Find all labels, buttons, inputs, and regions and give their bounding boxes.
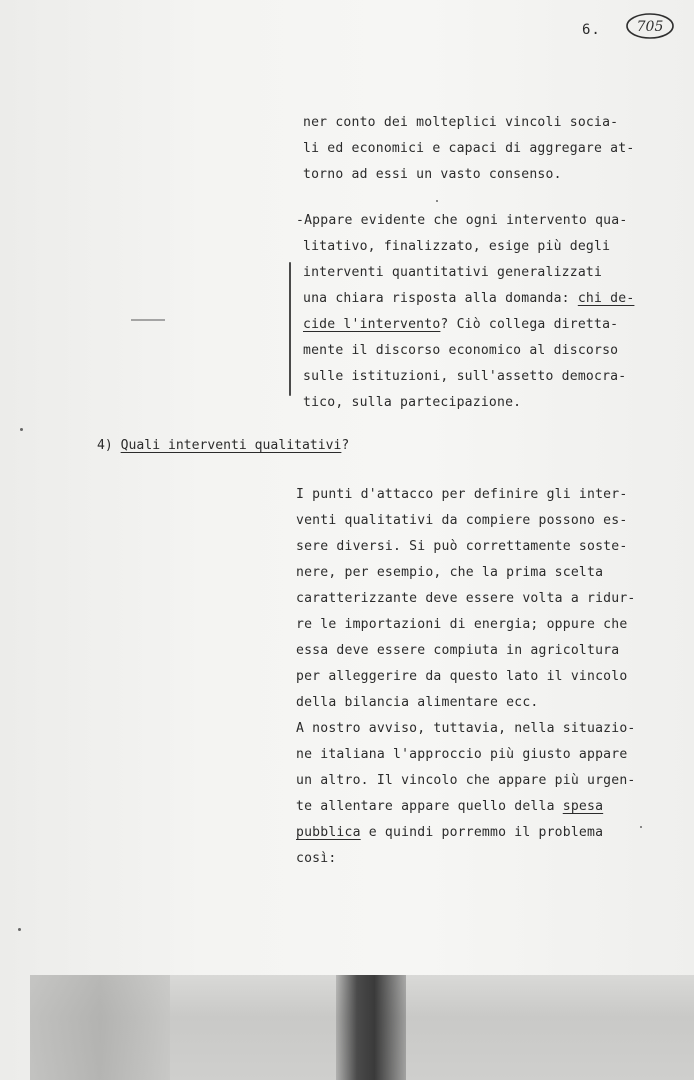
section-title: Quali interventi qualitativi: [120, 438, 342, 453]
paragraph2-line: -Appare evidente che ogni intervento qua-: [296, 213, 628, 228]
section-mark: ?: [341, 438, 350, 453]
paragraph2-line: sulle istituzioni, sull'assetto democra-: [303, 369, 627, 384]
paragraph3-line: della bilancia alimentare ecc.: [296, 695, 539, 710]
speck: [18, 928, 21, 931]
paragraph2-line: tico, sulla partecipazione.: [303, 395, 522, 410]
paragraph3-line: per alleggerire da questo lato il vincolo: [296, 669, 628, 684]
paragraph3-line: caratterizzante deve essere volta a ridur-: [296, 591, 636, 606]
underlined-phrase: chi de-: [577, 291, 635, 306]
paragraph1-line: li ed economici e capaci di aggregare at-: [303, 141, 635, 156]
paragraph3-line: così:: [296, 851, 337, 866]
paragraph2-line: mente il discorso economico al discorso: [303, 343, 619, 358]
paragraph1-line: ner conto dei molteplici vincoli socia-: [303, 115, 619, 130]
paragraph3-line: sere diversi. Si può correttamente soste-: [296, 539, 628, 554]
paragraph3-line: ne italiana l'approccio più giusto appare: [296, 747, 628, 762]
paragraph3-line: I punti d'attacco per definire gli inter-: [296, 487, 628, 502]
paragraph1-line: torno ad essi un vasto consenso.: [303, 167, 562, 182]
paragraph3-line: venti qualitativi da compiere possono es-: [296, 513, 628, 528]
paragraph2-line: interventi quantitativi generalizzati: [303, 265, 603, 280]
speck: [640, 826, 642, 828]
paragraph2-text: una chiara risposta alla domanda:: [303, 291, 578, 306]
scan-shadow-dark: [336, 975, 406, 1080]
scan-shadow-left: [30, 975, 170, 1080]
speck: [436, 200, 438, 202]
paragraph3-line: un altro. Il vincolo che appare più urgen-: [296, 773, 636, 788]
margin-dash-mark: [130, 318, 166, 322]
paragraph2-text: ? Ciò collega diretta-: [440, 317, 619, 332]
paragraph3-text: te allentare appare quello della: [296, 799, 563, 814]
speck: [20, 428, 23, 431]
paragraph2-line: [303, 286, 634, 312]
paragraph3-line: [296, 820, 603, 846]
paragraph3-line: nere, per esempio, che la prima scelta: [296, 565, 604, 580]
paragraph2-line: [303, 312, 618, 338]
paragraph3-text: e quindi porremmo il problema: [360, 825, 604, 840]
margin-bar-mark: [289, 262, 291, 396]
page-number: 6.: [582, 22, 601, 38]
underlined-phrase: spesa: [562, 799, 604, 814]
paragraph3-line: [296, 794, 603, 820]
paragraph2-line: litativo, finalizzato, esige più degli: [303, 239, 611, 254]
paragraph3-line: essa deve essere compiuta in agricoltura: [296, 643, 620, 658]
paragraph3-line: A nostro avviso, tuttavia, nella situazio-: [296, 721, 636, 736]
paragraph3-line: re le importazioni di energia; oppure che: [296, 617, 628, 632]
folio-stamp: [625, 12, 675, 40]
underlined-phrase: cide l'intervento: [303, 317, 441, 332]
section-number: 4): [97, 438, 121, 453]
underlined-phrase: pubblica: [296, 825, 361, 840]
section-heading: [97, 438, 349, 453]
folio-stamp-number: 705: [636, 19, 664, 35]
